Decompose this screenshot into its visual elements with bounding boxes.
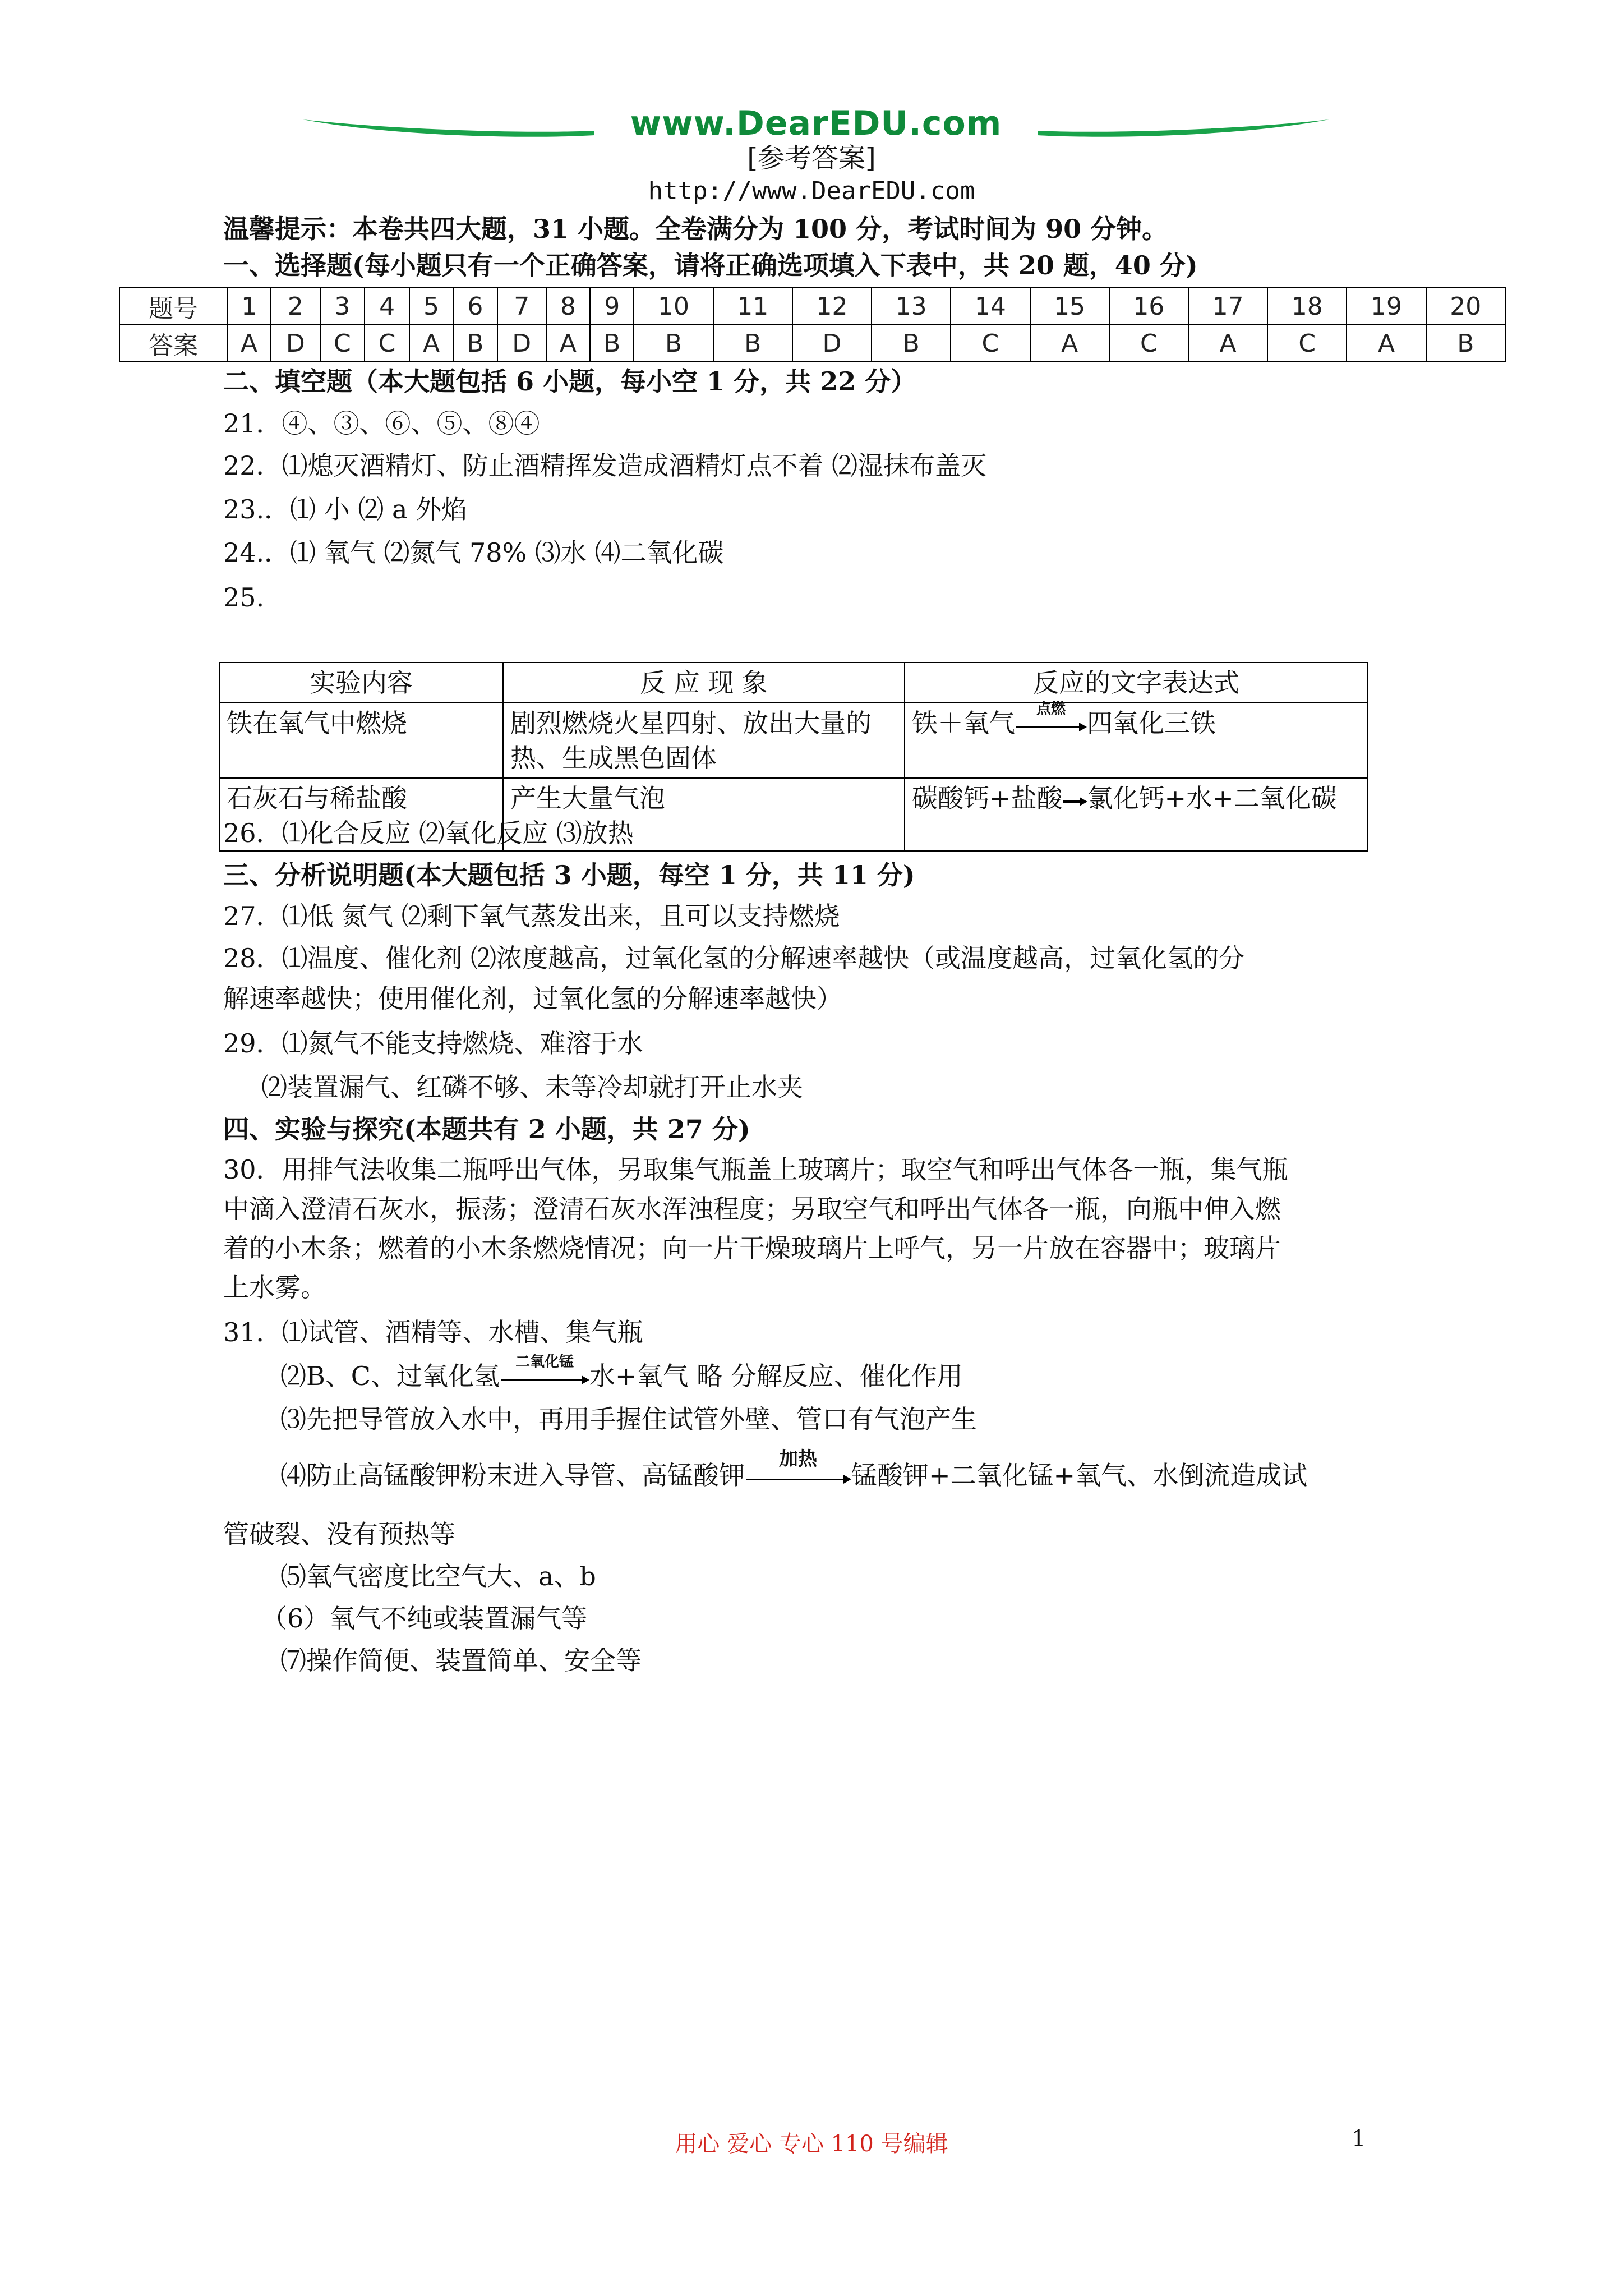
answer-cell: C	[951, 325, 1030, 362]
reaction-arrow-icon	[500, 1354, 589, 1389]
section3-title: 三、分析说明题(本大题包括 3 小题，每空 1 分，共 11 分)	[223, 860, 915, 890]
q-number: 4	[365, 288, 409, 325]
q-number: 17	[1188, 288, 1267, 325]
equation-reactants: 铁＋氧气	[912, 708, 1015, 738]
answer-q31-6: （6）氧气不纯或装置漏气等	[261, 1603, 588, 1634]
q31-4-products: 锰酸钾+二氧化锰+氧气、水倒流造成试	[851, 1460, 1308, 1490]
q-number: 9	[590, 288, 634, 325]
answer-row	[119, 325, 1505, 362]
q-number: 10	[634, 288, 713, 325]
answer-q30-line: 上水雾。	[223, 1272, 326, 1303]
answer-cell: B	[590, 325, 634, 362]
q-number: 6	[453, 288, 497, 325]
answer-cell: A	[1347, 325, 1426, 362]
col-header-equation: 反应的文字表达式	[905, 662, 1368, 703]
answer-cell: D	[497, 325, 546, 362]
q31-2-products: 水+氧气 略 分解反应、催化作用	[589, 1361, 963, 1391]
answer-q31-4	[280, 1448, 1308, 1492]
equation-products: 氯化钙+水+二氧化碳	[1087, 783, 1337, 813]
page-number: 1	[1352, 2126, 1366, 2152]
answer-q30-line: 30．用排气法收集二瓶呼出气体，另取集气瓶盖上玻璃片；取空气和呼出气体各一瓶，集气瓶	[223, 1154, 1288, 1185]
answer-q31-4-cont: 管破裂、没有预热等	[223, 1519, 455, 1549]
answer-q30-line: 中滴入澄清石灰水，振荡；澄清石灰水浑浊程度；另取空气和呼出气体各一瓶，向瓶中伸入燃	[223, 1194, 1281, 1224]
answer-q28: 28．⑴温度、催化剂 ⑵浓度越高，过氧化氢的分解速率越快（或温度越高，过氧化氢的分	[223, 943, 1245, 973]
answer-q21: 21．④、③、⑥、⑤、⑧④	[223, 408, 540, 439]
answer-q31-5: ⑸氧气密度比空气大、a、b	[280, 1561, 596, 1591]
experiment-content: 石灰石与稀盐酸	[219, 778, 503, 851]
equation-products: 四氧化三铁	[1087, 708, 1216, 738]
experiment-phenomenon: 产生大量气泡	[503, 778, 905, 851]
section2-title: 二、填空题（本大题包括 6 小题，每小空 1 分，共 22 分）	[223, 366, 917, 397]
answer-cell: A	[1188, 325, 1267, 362]
answer-cell: C	[1109, 325, 1188, 362]
q-number: 11	[713, 288, 792, 325]
q-number: 1	[227, 288, 271, 325]
page-footer: 用心 爱心 专心 110 号编辑	[675, 2131, 948, 2157]
answer-cell: A	[1030, 325, 1109, 362]
col-header-content: 实验内容	[219, 662, 503, 703]
answer-cell: B	[713, 325, 792, 362]
q-number: 19	[1347, 288, 1426, 325]
answer-cell: C	[365, 325, 409, 362]
reaction-arrow-icon	[1063, 789, 1087, 812]
q-number: 20	[1426, 288, 1505, 325]
answer-q31-3: ⑶先把导管放入水中，再用手握住试管外壁、管口有气泡产生	[280, 1404, 977, 1434]
reaction-condition: 二氧化锰	[515, 1354, 574, 1370]
experiment-phenomenon: 剧烈燃烧火星四射、放出大量的热、生成黑色固体	[503, 703, 905, 778]
reaction-condition: 点燃	[1036, 701, 1066, 717]
reaction-condition: 加热	[779, 1448, 817, 1470]
q-number: 7	[497, 288, 546, 325]
answer-q29: 29．⑴氮气不能支持燃烧、难溶于水	[223, 1028, 643, 1059]
answer-cell: C	[1267, 325, 1347, 362]
experiment-table-header	[219, 662, 1368, 703]
reaction-arrow-icon	[745, 1448, 851, 1489]
answer-cell: A	[227, 325, 271, 362]
answer-cell: A	[409, 325, 453, 362]
question-number-row	[119, 288, 1505, 325]
row-label-answer: 答案	[119, 325, 227, 362]
answer-q29-part2: ⑵装置漏气、红磷不够、未等冷却就打开止水夹	[261, 1072, 803, 1102]
answer-q31-7: ⑺操作简便、装置简单、安全等	[280, 1645, 642, 1676]
q-number: 5	[409, 288, 453, 325]
answer-q31-1: 31．⑴试管、酒精等、水槽、集气瓶	[223, 1317, 643, 1347]
answer-q30-line: 着的小木条；燃着的小木条燃烧情况；向一片干燥玻璃片上呼气，另一片放在容器中；玻璃片	[223, 1233, 1281, 1263]
answer-cell: C	[320, 325, 365, 362]
answer-q25-label: 25.	[223, 582, 265, 613]
q-number: 13	[872, 288, 951, 325]
experiment-content: 铁在氧气中燃烧	[219, 703, 503, 778]
choice-answer-table	[119, 287, 1506, 362]
q-number: 18	[1267, 288, 1347, 325]
equation-reactants: 碳酸钙+盐酸	[912, 783, 1063, 813]
answer-cell: B	[872, 325, 951, 362]
answer-q27: 27．⑴低 氮气 ⑵剩下氧气蒸发出来，且可以支持燃烧	[223, 901, 840, 931]
answer-cell: A	[546, 325, 590, 362]
exam-tip: 温馨提示：本卷共四大题，31 小题。全卷满分为 100 分，考试时间为 90 分钟。	[223, 214, 1168, 244]
q-number: 3	[320, 288, 365, 325]
section1-title: 一、选择题(每小题只有一个正确答案，请将正确选项填入下表中，共 20 题，40 分)	[223, 250, 1198, 280]
answer-cell: B	[453, 325, 497, 362]
site-title[interactable]: www.DearEDU.com	[630, 104, 1002, 143]
answer-key-title: [参考答案]	[747, 142, 876, 174]
answer-cell: B	[634, 325, 713, 362]
answer-cell: B	[1426, 325, 1505, 362]
row-label-question: 题号	[119, 288, 227, 325]
answer-q24: 24.．⑴ 氧气 ⑵氮气 78% ⑶水 ⑷二氧化碳	[223, 537, 724, 568]
q-number: 14	[951, 288, 1030, 325]
q31-2-text: ⑵B、C、过氧化氢	[280, 1361, 500, 1391]
q-number: 12	[792, 288, 872, 325]
q-number: 2	[271, 288, 320, 325]
section4-title: 四、实验与探究(本题共有 2 小题，共 27 分)	[223, 1114, 750, 1144]
answer-q31-2	[280, 1354, 963, 1393]
col-header-phenomenon: 反 应 现 象	[503, 662, 905, 703]
q-number: 8	[546, 288, 590, 325]
answer-q28-cont: 解速率越快；使用催化剂，过氧化氢的分解速率越快）	[223, 983, 842, 1014]
q-number: 16	[1109, 288, 1188, 325]
word-equation	[905, 778, 1368, 851]
q-number: 15	[1030, 288, 1109, 325]
site-url[interactable]: http://www.DearEDU.com	[648, 177, 975, 205]
answer-cell: D	[271, 325, 320, 362]
answer-cell: D	[792, 325, 872, 362]
answer-q23: 23.．⑴ 小 ⑵ a 外焰	[223, 494, 468, 524]
answer-q22: 22．⑴熄灭酒精灯、防止酒精挥发造成酒精灯点不着 ⑵湿抹布盖灭	[223, 450, 987, 481]
word-equation	[905, 703, 1368, 778]
experiment-row	[219, 703, 1368, 778]
answer-q26: 26．⑴化合反应 ⑵氧化反应 ⑶放热	[223, 818, 634, 848]
reaction-arrow-icon	[1015, 701, 1087, 737]
q31-4-text: ⑷防止高锰酸钾粉末进入导管、高锰酸钾	[280, 1460, 745, 1490]
